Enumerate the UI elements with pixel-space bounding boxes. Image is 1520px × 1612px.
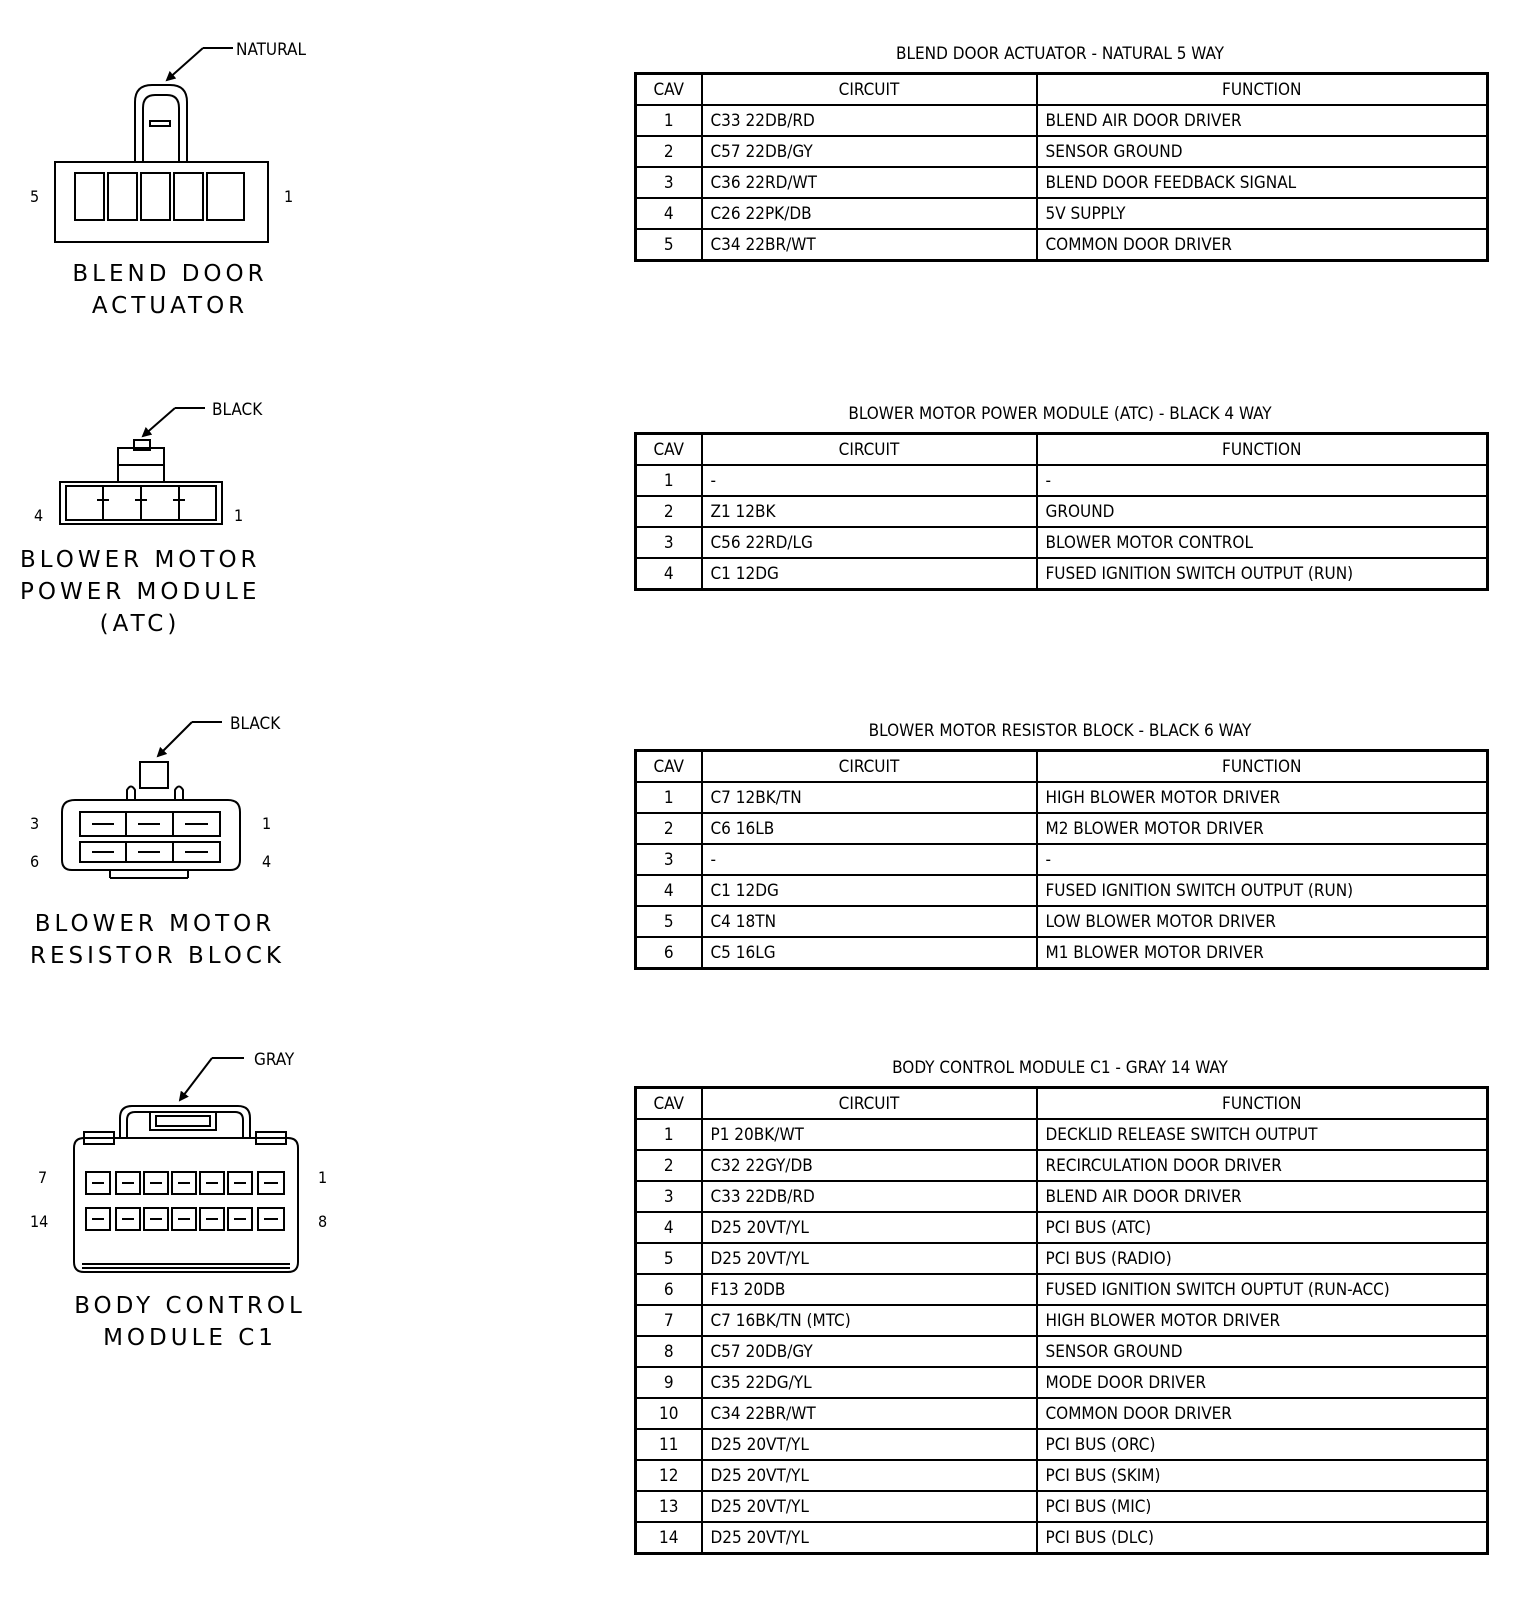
table-row: [636, 1491, 1488, 1522]
circuit-cell: D25 20VT/YL: [702, 1429, 1037, 1460]
function-cell: RECIRCULATION DOOR DRIVER: [1037, 1150, 1488, 1181]
function-cell: PCI BUS (ORC): [1037, 1429, 1488, 1460]
table-row: [636, 1367, 1488, 1398]
header-circuit: CIRCUIT: [702, 434, 1037, 466]
function-cell: MODE DOOR DRIVER: [1037, 1367, 1488, 1398]
table-header-row: [636, 74, 1488, 106]
function-cell: SENSOR GROUND: [1037, 1336, 1488, 1367]
function-cell: DECKLID RELEASE SWITCH OUTPUT: [1037, 1119, 1488, 1150]
header-cav: CAV: [636, 74, 702, 106]
cav-cell: 3: [636, 527, 702, 558]
header-cav: CAV: [636, 434, 702, 466]
power-module-pin-label-right: 1: [234, 506, 244, 525]
circuit-cell: D25 20VT/YL: [702, 1491, 1037, 1522]
resistor-block-color-callout: BLACK: [230, 714, 281, 734]
circuit-cell: C33 22DB/RD: [702, 105, 1037, 136]
cav-cell: 2: [636, 813, 702, 844]
circuit-cell: C34 22BR/WT: [702, 229, 1037, 261]
table-row: [636, 1336, 1488, 1367]
circuit-cell: C1 12DG: [702, 558, 1037, 590]
circuit-cell: C56 22RD/LG: [702, 527, 1037, 558]
table-row: [636, 1150, 1488, 1181]
table-row: [636, 1274, 1488, 1305]
function-cell: COMMON DOOR DRIVER: [1037, 1398, 1488, 1429]
circuit-cell: P1 20BK/WT: [702, 1119, 1037, 1150]
circuit-cell: C1 12DG: [702, 875, 1037, 906]
connector-drawings: [0, 0, 620, 1612]
table-row: [636, 105, 1488, 136]
cav-cell: 2: [636, 496, 702, 527]
cav-cell: 9: [636, 1367, 702, 1398]
bcm-cavity-row-bottom: [86, 1208, 284, 1230]
blend-door-pin-label-left: 5: [30, 187, 40, 206]
table-row: [636, 844, 1488, 875]
cav-cell: 4: [636, 198, 702, 229]
header-cav: CAV: [636, 1088, 702, 1120]
circuit-cell: C34 22BR/WT: [702, 1398, 1037, 1429]
table-row: [636, 1398, 1488, 1429]
power-module-color-callout: BLACK: [212, 400, 263, 420]
cav-cell: 6: [636, 937, 702, 969]
blend-door-diagram-title: [55, 258, 285, 322]
header-function: FUNCTION: [1037, 1088, 1488, 1120]
function-cell: LOW BLOWER MOTOR DRIVER: [1037, 906, 1488, 937]
power-module-pin-label-left: 4: [34, 506, 44, 525]
blower-motor-resistor-block-connector: [62, 722, 240, 878]
bcm-color-callout: GRAY: [254, 1050, 295, 1070]
header-function: FUNCTION: [1037, 434, 1488, 466]
circuit-cell: C36 22RD/WT: [702, 167, 1037, 198]
diagram-title-line: POWER MODULE: [20, 579, 261, 605]
circuit-cell: C4 18TN: [702, 906, 1037, 937]
table-title: BLOWER MOTOR RESISTOR BLOCK - BLACK 6 WAY: [868, 721, 1252, 741]
cav-cell: 2: [636, 1150, 702, 1181]
bcm-pin-label-14: 14: [30, 1212, 49, 1231]
table-row: [636, 465, 1488, 496]
function-cell: HIGH BLOWER MOTOR DRIVER: [1037, 782, 1488, 813]
power-module-diagram-title: [20, 544, 260, 640]
cav-cell: 4: [636, 875, 702, 906]
cav-cell: 3: [636, 1181, 702, 1212]
blend-door-actuator-connector: [55, 48, 268, 242]
cav-cell: 4: [636, 1212, 702, 1243]
table-row: [636, 198, 1488, 229]
function-cell: M1 BLOWER MOTOR DRIVER: [1037, 937, 1488, 969]
diagram-title-line: BLOWER MOTOR: [34, 911, 276, 937]
function-cell: PCI BUS (MIC): [1037, 1491, 1488, 1522]
circuit-cell: F13 20DB: [702, 1274, 1037, 1305]
circuit-cell: C57 22DB/GY: [702, 136, 1037, 167]
table-row: [636, 558, 1488, 590]
table-row: [636, 136, 1488, 167]
blower-motor-power-module-connector: [60, 408, 222, 524]
bcm-cavity-row-top: [86, 1172, 284, 1194]
table-title: BODY CONTROL MODULE C1 - GRAY 14 WAY: [892, 1058, 1228, 1078]
function-cell: FUSED IGNITION SWITCH OUPTUT (RUN-ACC): [1037, 1274, 1488, 1305]
circuit-cell: D25 20VT/YL: [702, 1243, 1037, 1274]
header-circuit: CIRCUIT: [702, 751, 1037, 783]
cav-cell: 3: [636, 167, 702, 198]
table-row: [636, 1119, 1488, 1150]
function-cell: COMMON DOOR DRIVER: [1037, 229, 1488, 261]
function-cell: HIGH BLOWER MOTOR DRIVER: [1037, 1305, 1488, 1336]
function-cell: 5V SUPPLY: [1037, 198, 1488, 229]
bcm-pin-label-1: 1: [318, 1168, 328, 1187]
function-cell: PCI BUS (DLC): [1037, 1522, 1488, 1554]
circuit-cell: C32 22GY/DB: [702, 1150, 1037, 1181]
blend-door-color-callout: NATURAL: [236, 40, 307, 60]
body-control-module-c1-connector: [74, 1058, 298, 1272]
cav-cell: 4: [636, 558, 702, 590]
bcm-pin-label-8: 8: [318, 1212, 328, 1231]
resistor-block-diagram-title: [30, 908, 285, 972]
table-row: [636, 1460, 1488, 1491]
header-cav: CAV: [636, 751, 702, 783]
table-row: [636, 1522, 1488, 1554]
circuit-cell: C26 22PK/DB: [702, 198, 1037, 229]
resistor-block-pin-label-6: 6: [30, 852, 40, 871]
function-cell: BLOWER MOTOR CONTROL: [1037, 527, 1488, 558]
table-header-row: [636, 434, 1488, 466]
cav-cell: 2: [636, 136, 702, 167]
table-row: [636, 937, 1488, 969]
table-row: [636, 875, 1488, 906]
cav-cell: 11: [636, 1429, 702, 1460]
circuit-cell: D25 20VT/YL: [702, 1460, 1037, 1491]
resistor-block-pin-label-4: 4: [262, 852, 272, 871]
function-cell: -: [1037, 844, 1488, 875]
table-row: [636, 782, 1488, 813]
table-row: [636, 1181, 1488, 1212]
table-title: BLEND DOOR ACTUATOR - NATURAL 5 WAY: [896, 44, 1224, 64]
bcm-diagram-title: [65, 1290, 315, 1354]
table-header-row: [636, 1088, 1488, 1120]
circuit-cell: D25 20VT/YL: [702, 1522, 1037, 1554]
cav-cell: 13: [636, 1491, 702, 1522]
diagram-title-line: BLEND DOOR: [72, 261, 268, 287]
table-row: [636, 906, 1488, 937]
table-row: [636, 1305, 1488, 1336]
circuit-cell: Z1 12BK: [702, 496, 1037, 527]
circuit-cell: C5 16LG: [702, 937, 1037, 969]
table-row: [636, 527, 1488, 558]
table-row: [636, 496, 1488, 527]
circuit-cell: C35 22DG/YL: [702, 1367, 1037, 1398]
cav-cell: 12: [636, 1460, 702, 1491]
diagram-title-line: ACTUATOR: [91, 293, 249, 319]
circuit-cell: C7 16BK/TN (MTC): [702, 1305, 1037, 1336]
function-cell: M2 BLOWER MOTOR DRIVER: [1037, 813, 1488, 844]
function-cell: BLEND DOOR FEEDBACK SIGNAL: [1037, 167, 1488, 198]
pinout-table: [634, 1086, 1489, 1555]
cav-cell: 5: [636, 229, 702, 261]
function-cell: -: [1037, 465, 1488, 496]
resistor-block-pin-label-1: 1: [262, 814, 272, 833]
cav-cell: 5: [636, 906, 702, 937]
function-cell: FUSED IGNITION SWITCH OUTPUT (RUN): [1037, 558, 1488, 590]
header-function: FUNCTION: [1037, 751, 1488, 783]
cav-cell: 3: [636, 844, 702, 875]
bcm-pin-label-7: 7: [38, 1168, 48, 1187]
cav-cell: 10: [636, 1398, 702, 1429]
header-circuit: CIRCUIT: [702, 1088, 1037, 1120]
circuit-cell: C7 12BK/TN: [702, 782, 1037, 813]
function-cell: PCI BUS (RADIO): [1037, 1243, 1488, 1274]
table-row: [636, 1212, 1488, 1243]
table-row: [636, 1429, 1488, 1460]
table-row: [636, 167, 1488, 198]
table-row: [636, 1243, 1488, 1274]
table-row: [636, 813, 1488, 844]
circuit-cell: -: [702, 465, 1037, 496]
blend-door-pin-label-right: 1: [284, 187, 294, 206]
cav-cell: 6: [636, 1274, 702, 1305]
cav-cell: 1: [636, 1119, 702, 1150]
function-cell: FUSED IGNITION SWITCH OUTPUT (RUN): [1037, 875, 1488, 906]
table-row: [636, 229, 1488, 261]
cav-cell: 1: [636, 465, 702, 496]
function-cell: SENSOR GROUND: [1037, 136, 1488, 167]
circuit-cell: C57 20DB/GY: [702, 1336, 1037, 1367]
cav-cell: 5: [636, 1243, 702, 1274]
circuit-cell: D25 20VT/YL: [702, 1212, 1037, 1243]
table-title: BLOWER MOTOR POWER MODULE (ATC) - BLACK 4 WAY: [848, 404, 1272, 424]
cav-cell: 14: [636, 1522, 702, 1554]
diagram-title-line: RESISTOR BLOCK: [30, 943, 285, 969]
circuit-cell: C33 22DB/RD: [702, 1181, 1037, 1212]
diagram-title-line: BODY CONTROL: [74, 1293, 306, 1319]
header-function: FUNCTION: [1037, 74, 1488, 106]
resistor-block-pin-label-3: 3: [30, 814, 40, 833]
function-cell: PCI BUS (ATC): [1037, 1212, 1488, 1243]
cav-cell: 8: [636, 1336, 702, 1367]
pinout-table: [634, 432, 1489, 591]
header-circuit: CIRCUIT: [702, 74, 1037, 106]
function-cell: BLEND AIR DOOR DRIVER: [1037, 105, 1488, 136]
circuit-cell: C6 16LB: [702, 813, 1037, 844]
cav-cell: 1: [636, 105, 702, 136]
function-cell: GROUND: [1037, 496, 1488, 527]
function-cell: PCI BUS (SKIM): [1037, 1460, 1488, 1491]
cav-cell: 1: [636, 782, 702, 813]
table-header-row: [636, 751, 1488, 783]
diagram-title-line: MODULE C1: [103, 1325, 277, 1351]
diagram-title-line: BLOWER MOTOR: [20, 547, 261, 573]
diagram-title-line: (ATC): [99, 611, 181, 637]
pinout-table: [634, 749, 1489, 970]
function-cell: BLEND AIR DOOR DRIVER: [1037, 1181, 1488, 1212]
pinout-table: [634, 72, 1489, 262]
cav-cell: 7: [636, 1305, 702, 1336]
circuit-cell: -: [702, 844, 1037, 875]
